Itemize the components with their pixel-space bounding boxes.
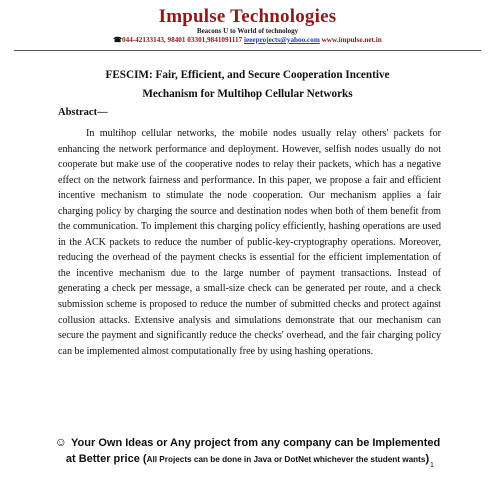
title-line-1: FESCIM: Fair, Efficient, and Secure Cooperation Incentive [105, 69, 390, 81]
footer-banner [0, 434, 495, 468]
footer-line-2-main: at Better price ( [65, 453, 147, 465]
email-link[interactable]: ieeeprojects@yahoo.com [244, 36, 320, 44]
footer-line-2-end: ) [425, 453, 430, 465]
footer-line-2-small: All Projects can be done in Java or DotNet whichever the student wants [146, 455, 426, 464]
phone-numbers: 044-42133143, 98401 03301,9841091117 [122, 36, 243, 44]
footer-line-2 [0, 451, 495, 468]
title-line-2: Mechanism for Multihop Cellular Networks [142, 88, 353, 100]
smile-icon: ☺ [54, 435, 68, 449]
letterhead [0, 6, 495, 45]
company-tagline: Beacons U to World of technology [196, 27, 299, 35]
footer-line-1 [0, 434, 495, 451]
header-divider [14, 50, 481, 51]
contact-line [0, 36, 495, 45]
phone-icon: ☎ [113, 36, 122, 44]
abstract-text: In multihop cellular networks, the mobile nodes usually relay others' packets for enhancing the network performance and deployment. However, selfish nodes usually do not cooperate but make use of the cooperative nodes to relay their packets, which has a negative effect on the network fairness and performance. In this paper, we propose a fair and efficient incentive mechanism to stimulate the node cooperation. Our mechanism applies a fair charging policy by charging the source and destination nodes when both of them benefit from the communication. To implement this charging policy efficiently, hashing operations are used in the ACK packets to reduce the number of public-key-cryptography operations. Moreover, reducing the overhead of the payment checks is essential for the efficient implementation of the incentive mechanism due to the large number of payment transactions. Instead of generating a check per message, a small-size check can be generated per route, and a check submission scheme is proposed to reduce the number of submitted checks and protect against collusion attacks. Extensive analysis and simulations demonstrate that our mechanism can secure the payment and significantly reduce the checks' overhead, and the fair charging policy can be implemented almost computationally free by using hashing operations. [58, 128, 441, 357]
footer-line-1-text: Your Own Ideas or Any project from any company can be Implemented [71, 437, 441, 449]
website-link[interactable]: www.impulse.net.in [321, 36, 382, 44]
abstract-heading: Abstract— [58, 107, 108, 118]
company-name: Impulse Technologies [158, 6, 337, 27]
paper-title [30, 66, 465, 104]
page-number: 1 [430, 462, 434, 469]
